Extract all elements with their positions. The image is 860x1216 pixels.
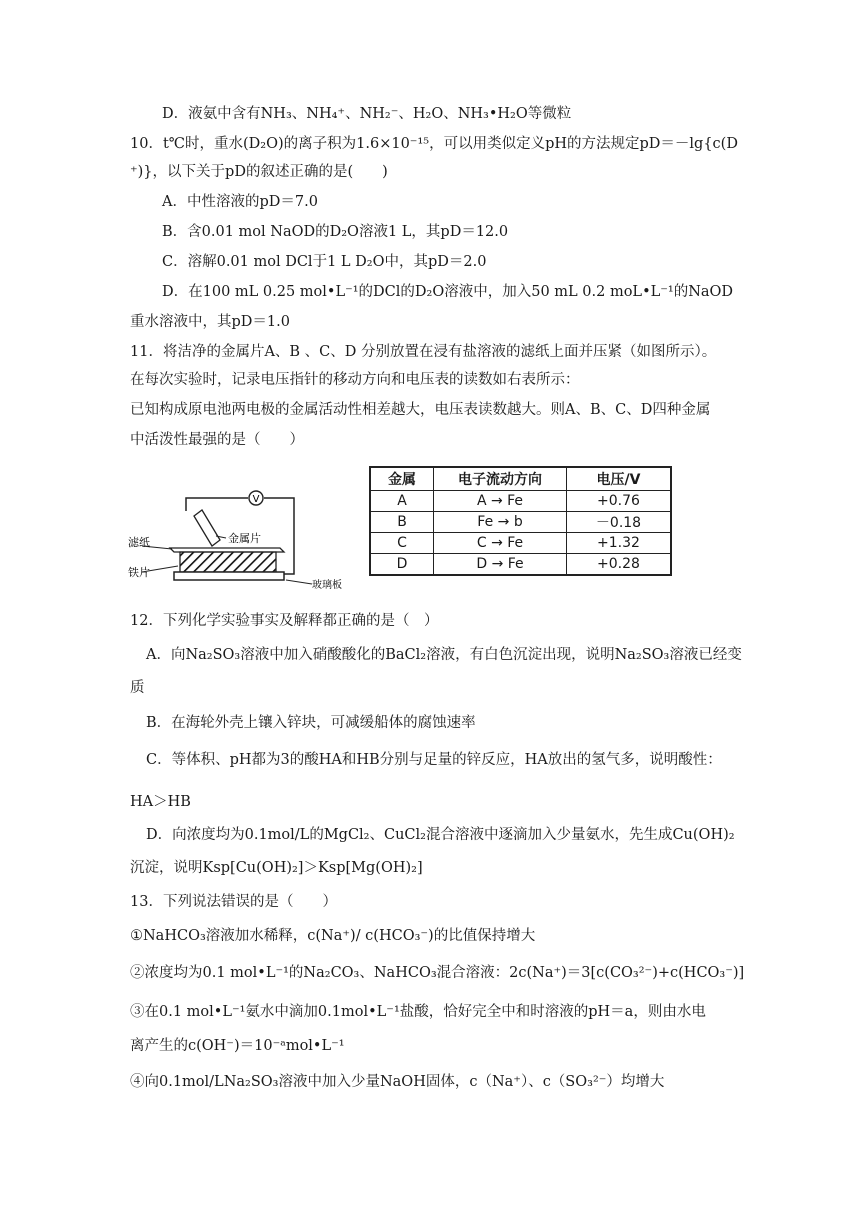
q11-stem-line1: 11．将洁净的金属片A、B 、C、D 分别放置在浸有盐溶液的滤纸上面并压紧（如图所示）。 [130,344,717,360]
table-row [370,512,671,533]
q13-statement-2: ②浓度均为0.1 mol•L⁻¹的Na₂CO₃、NaHCO₃混合溶液：2c(Na⁺)＝3[c(CO₃²⁻)+c(HCO₃⁻)] [130,965,745,981]
table-header-row [370,467,671,491]
table-row [370,491,671,512]
cell-metal: D [370,554,434,576]
q10-option-b: B．含0.01 mol NaOD的D₂O溶液1 L，其pD＝12.0 [162,224,509,240]
cell-flow: C → Fe [434,533,567,554]
q10-stem-line2: ⁺)}，以下关于pD的叙述正确的是( ) [130,164,388,180]
metal-sheet-label: 金属片 [228,532,261,545]
q13-statement-4: ④向0.1mol/LNa₂SO₃溶液中加入少量NaOH固体，c（Na⁺）、c（SO₃²⁻）均增大 [130,1074,665,1090]
q13-stem: 13．下列说法错误的是（ ） [130,894,337,910]
q10-option-a: A．中性溶液的pD＝7.0 [162,194,318,210]
q10-option-d-line1: D．在100 mL 0.25 mol•L⁻¹的DCl的D₂O溶液中，加入50 mL 0.2 moL•L⁻¹的NaOD [162,284,734,300]
q10-stem-line1: 10．t℃时，重水(D₂O)的离子积为1.6×10⁻¹⁵，可以用类似定义pH的方法规定pD＝－lg{c(D [130,136,738,152]
iron-sheet-label: 铁片 [128,566,150,579]
q12-option-b: B．在海轮外壳上镶入锌块，可减缓船体的腐蚀速率 [146,715,476,731]
q11-stem-line4: 中活泼性最强的是（ ） [130,432,304,448]
q13-statement-3-line1: ③在0.1 mol•L⁻¹氨水中滴加0.1mol•L⁻¹盐酸，恰好完全中和时溶液的pH＝a，则由水电 [130,1004,706,1020]
wire-left [186,498,248,511]
voltmeter-label: V [252,494,260,505]
cell-voltage: +1.32 [567,533,672,554]
cell-flow: Fe → b [434,512,567,533]
cell-metal: B [370,512,434,533]
cell-flow: A → Fe [434,491,567,512]
header-electron-flow: 电子流动方向 [434,467,567,491]
galvanic-cell-diagram [128,488,348,596]
q13-statement-1: ①NaHCO₃溶液加水稀释，c(Na⁺)/ c(HCO₃⁻)的比值保持增大 [130,928,536,944]
table-row [370,533,671,554]
q9-option-d: D．液氨中含有NH₃、NH₄⁺、NH₂⁻、H₂O、NH₃•H₂O等微粒 [162,106,572,122]
cell-metal: A [370,491,434,512]
cell-metal: C [370,533,434,554]
q12-option-d-line1: D．向浓度均为0.1mol/L的MgCl₂、CuCl₂混合溶液中逐滴加入少量氨水，先生成Cu(OH)₂ [146,827,735,843]
cell-voltage: －0.18 [567,512,672,533]
q12-option-c-line1: C．等体积、pH都为3的酸HA和HB分别与足量的锌反应，HA放出的氢气多，说明酸性： [146,752,722,768]
q12-option-a-line1: A．向Na₂SO₃溶液中加入硝酸酸化的BaCl₂溶液，有白色沉淀出现，说明Na₂SO₃溶液已经变 [146,647,742,663]
metal-strip [194,510,220,546]
q12-stem: 12．下列化学实验事实及解释都正确的是（ ） [130,613,439,629]
q11-stem-line3: 已知构成原电池两电极的金属活动性相差越大，电压表读数越大。则A、B、C、D四种金属 [130,402,711,418]
iron-sheet-hatched [180,552,276,572]
q11-stem-line2: 在每次实验时，记录电压指针的移动方向和电压表的读数如右表所示： [130,372,580,388]
table-row [370,554,671,576]
q12-option-a-line2: 质 [130,680,145,696]
voltage-table [369,466,672,576]
glass-plate [174,572,284,580]
glass-plate-label: 玻璃板 [312,580,342,591]
cell-flow: D → Fe [434,554,567,576]
header-voltage: 电压/V [567,467,672,491]
q12-option-c-line2: HA＞HB [130,794,191,810]
cell-voltage: +0.76 [567,491,672,512]
cell-voltage: +0.28 [567,554,672,576]
q10-option-d-line2: 重水溶液中，其pD＝1.0 [130,314,290,330]
q13-statement-3-line2: 离产生的c(OH⁻)＝10⁻ᵃmol•L⁻¹ [130,1038,345,1054]
q12-option-d-line2: 沉淀，说明Ksp[Cu(OH)₂]＞Ksp[Mg(OH)₂] [130,860,423,876]
q10-option-c: C．溶解0.01 mol DCl于1 L D₂O中，其pD＝2.0 [162,254,487,270]
filter-paper-label: 滤纸 [128,536,150,549]
header-metal: 金属 [370,467,434,491]
